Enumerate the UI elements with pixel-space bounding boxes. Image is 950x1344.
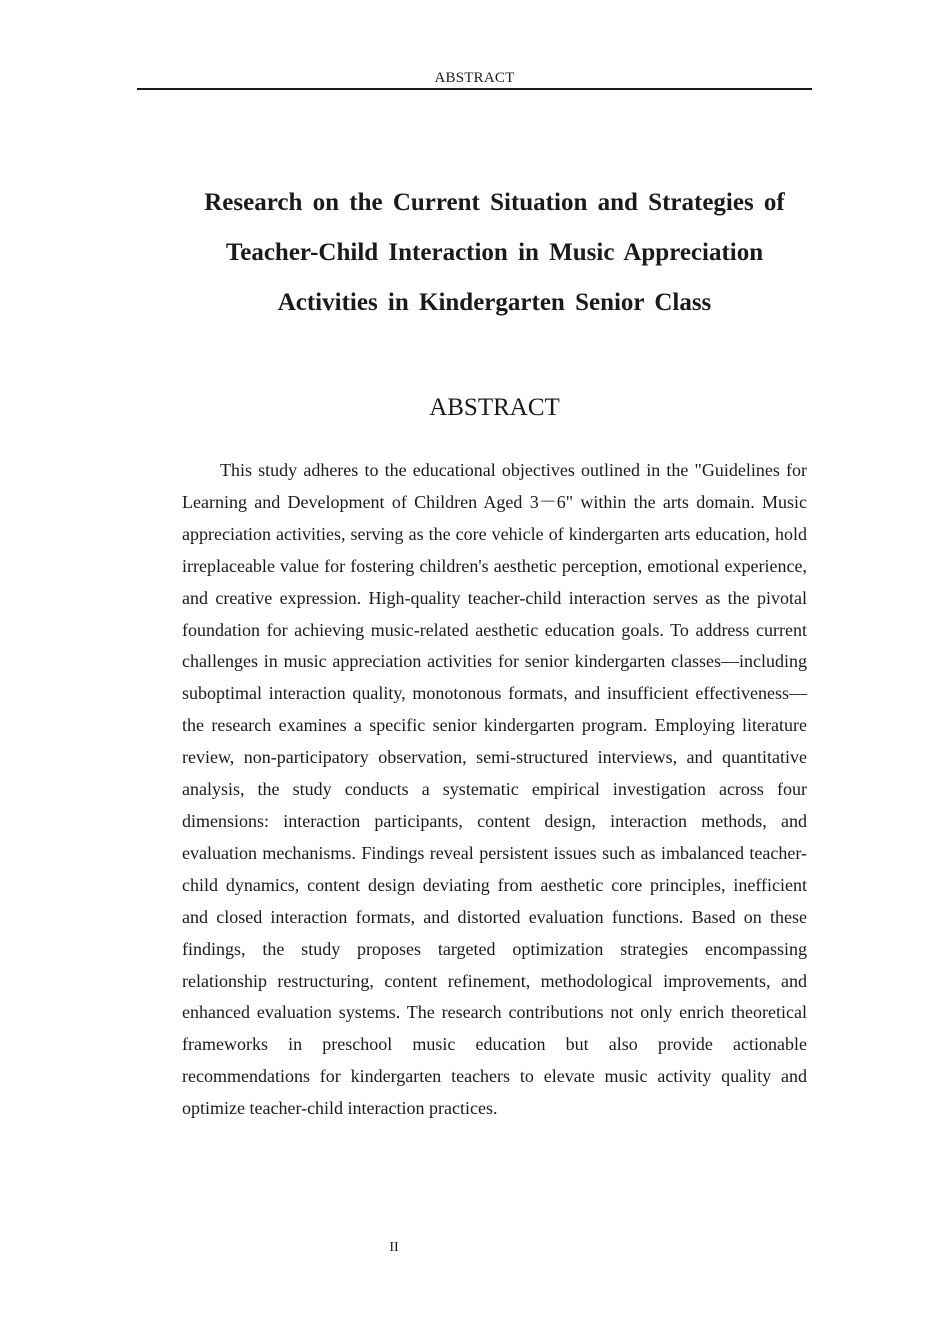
paper-title: Research on the Current Situation and Strategies of Teacher-Child Interaction in Music Appreciation Activities in Kindergarten Senior Class	[204, 189, 785, 316]
page-number: II	[389, 1240, 399, 1255]
running-header: ABSTRACT	[434, 70, 515, 86]
header-rule	[137, 88, 812, 90]
abstract-heading: ABSTRACT	[429, 394, 560, 421]
abstract-body: This study adheres to the educational objectives outlined in the "Guidelines for Learning and Development of Children Aged 3－6" within the arts domain. Music appreciation activities, serving as the core vehicle of kindergarten arts education, hold irreplaceable value for fostering children's aesthetic perception, emotional experience, and creative expression. High-quality teacher-child interaction serves as the pivotal foundation for achieving music-related aesthetic education goals. To address current challenges in music appreciation activities for senior kindergarten classes—including suboptimal interaction quality, monotonous formats, and insufficient effectiveness— the research examines a specific senior kindergarten program. Employing literature review, non-participatory observation, semi-structured interviews, and quantitative analysis, the study conducts a systematic empirical investigation across four dimensions: interaction participants, content design, interaction methods, and evaluation mechanisms. Findings reveal persistent issues such as imbalanced teacher-child dynamics, content design deviating from aesthetic core principles, inefficient and closed interaction formats, and distorted evaluation functions. Based on these findings, the study proposes targeted optimization strategies encompassing relationship restructuring, content refinement, methodological improvements, and enhanced evaluation systems. The research contributions not only enrich theoretical frameworks in preschool music education but also provide actionable recommendations for kindergarten teachers to elevate music activity quality and optimize teacher-child interaction practices.	[182, 460, 807, 1119]
